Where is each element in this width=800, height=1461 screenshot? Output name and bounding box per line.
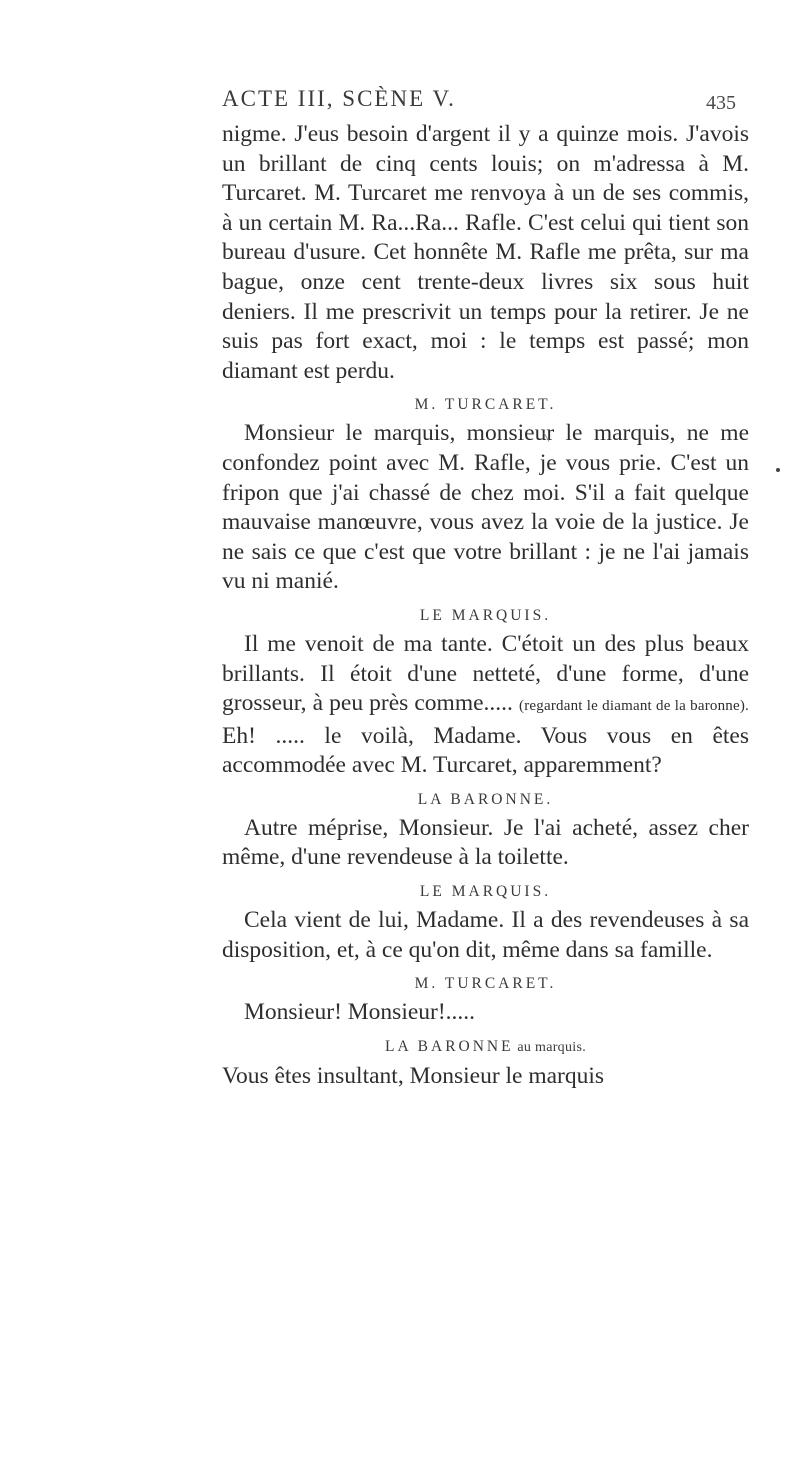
ink-dot	[776, 468, 780, 472]
stage-direction: au marquis.	[513, 1039, 587, 1055]
speaker-heading	[222, 1032, 749, 1062]
paragraph-text: Eh! ..... le voilà, Madame. Vous vous en êtes accommodée avec M. Turcaret, apparemment?	[222, 722, 749, 779]
paragraph: Monsieur! Monsieur!.....	[244, 999, 476, 1026]
paragraph: Monsieur le marquis, monsieur le marquis, ne me confondez point avec M. Rafle, je vous prie. C'est un fripon que j'ai chassé de chez moi. S'il a fait quelque mauvaise manœuvre, vous avez la voie de la justice. Je ne sais ce que c'est que votre brillant : je ne l'ai jamais vu ni manié.	[222, 420, 749, 595]
paragraph	[222, 630, 749, 781]
paragraph: nigme. J'eus besoin d'argent il y a quinze mois. J'avois un brillant de cinq cents louis; on m'adressa à M. Turcaret. M. Turcaret me renvoya à un de ses commis, à un certain M. Ra...Ra... Rafle. C'est celui qui tient son bureau d'usure. Cet honnête M. Rafle me prêta, sur ma bague, onze cent trente-deux livres six sous huit deniers. Il me prescrivit un temps pour la retirer. Je ne suis pas fort exact, moi : le temps est passé; mon diamant est perdu.	[222, 121, 749, 384]
speaker-heading: LE MARQUIS.	[419, 883, 552, 901]
speaker-name: LA BARONNE	[384, 1037, 514, 1055]
running-title: ACTE III, SCÈNE V.	[222, 86, 456, 111]
paragraph-text: Il me venoit de ma tante. C'étoit un des plus beaux brillants. Il étoit d'une netteté, d'une forme, d'une grosseur, à peu près comme.....	[222, 630, 749, 717]
page-body	[222, 120, 749, 1091]
speaker-heading: LE MARQUIS.	[419, 606, 552, 624]
speaker-heading: M. TURCARET.	[414, 975, 557, 993]
paragraph: Cela vient de lui, Madame. Il a des revendeuses à sa disposition, et, à ce qu'on dit, même dans sa famille.	[222, 907, 749, 963]
speaker-heading: LA BARONNE.	[417, 790, 554, 808]
speaker-heading: M. TURCARET.	[414, 396, 557, 414]
page-number: 435	[706, 92, 736, 114]
paragraph: Vous êtes insultant, Monsieur le marquis	[222, 1062, 605, 1089]
page-header	[0, 82, 800, 118]
paragraph: Autre méprise, Monsieur. Je l'ai acheté, assez cher même, d'une revendeuse à la toilette.	[222, 814, 749, 871]
stage-direction: (regardant le diamant de la baronne).	[519, 698, 749, 715]
